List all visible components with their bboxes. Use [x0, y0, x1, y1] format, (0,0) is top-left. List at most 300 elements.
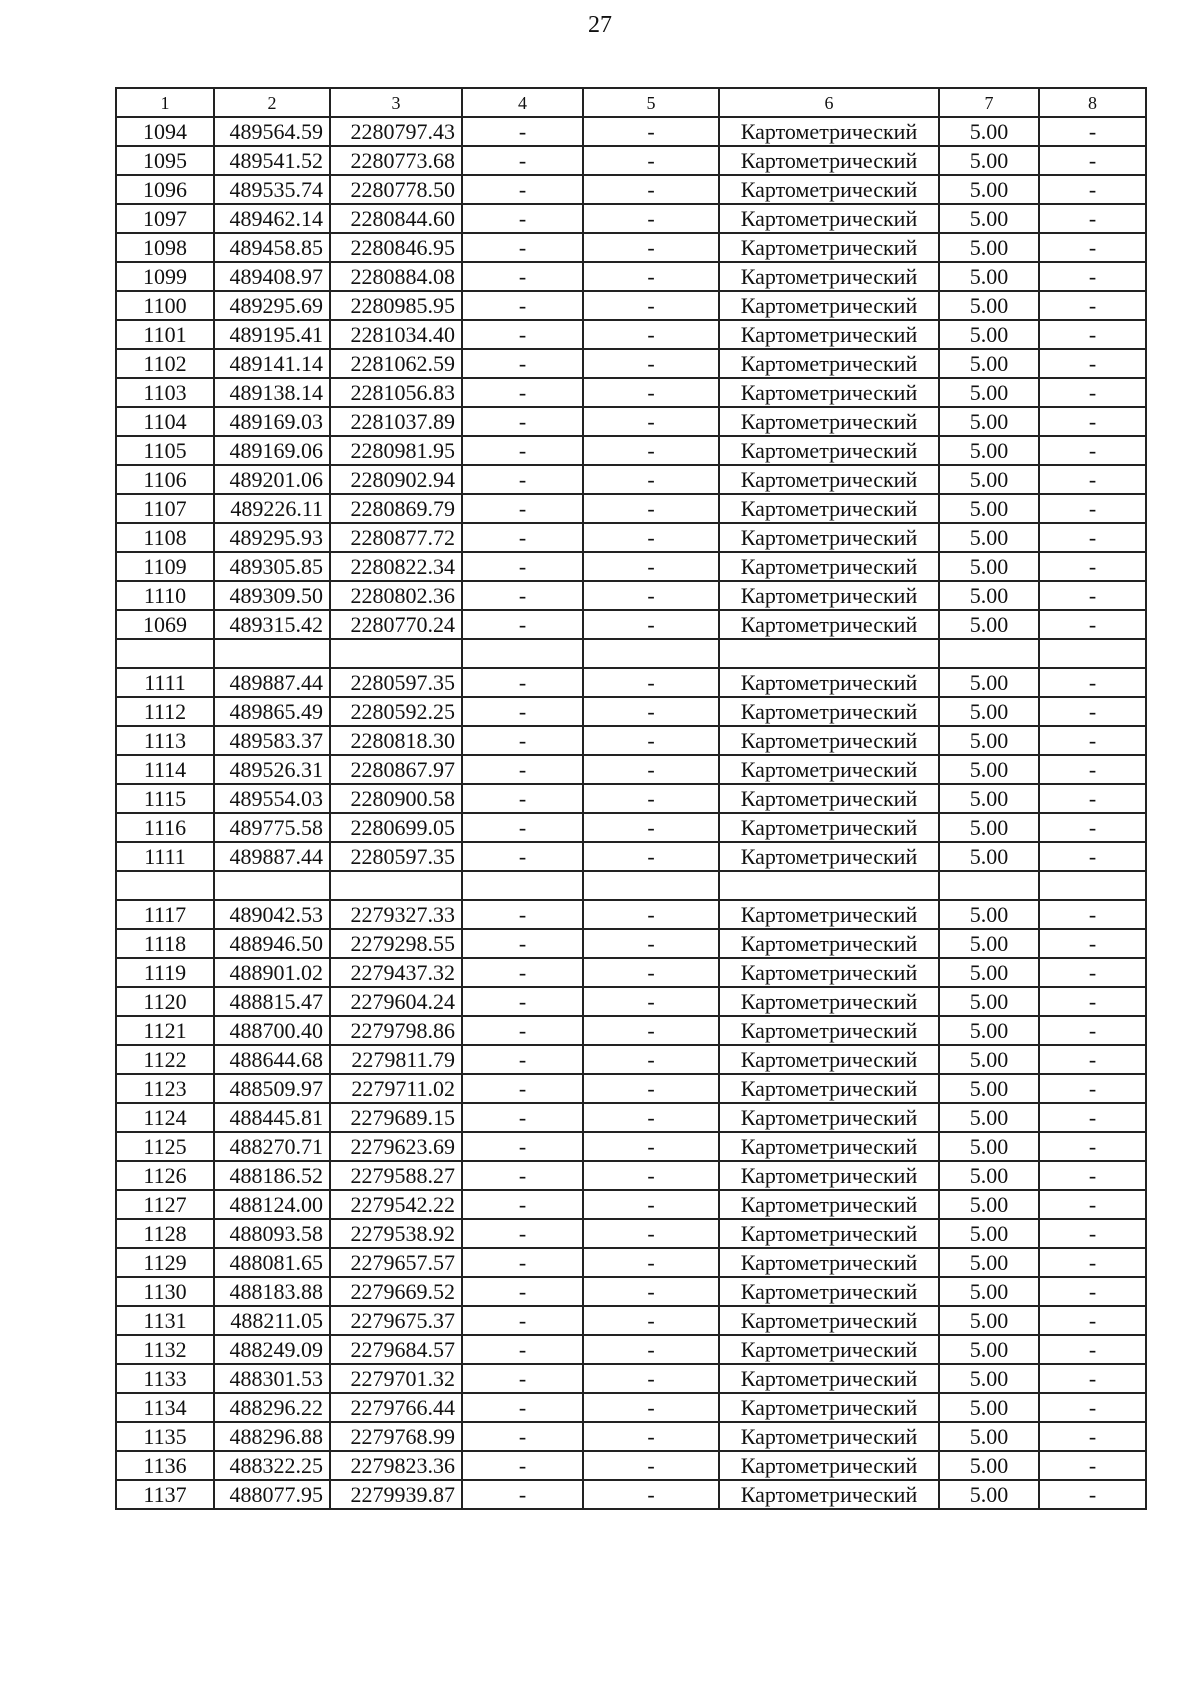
table-cell: Картометрический — [719, 1364, 939, 1393]
column-header: 4 — [462, 88, 583, 117]
table-row — [116, 726, 1146, 755]
table-cell: Картометрический — [719, 1045, 939, 1074]
separator-row — [116, 871, 1146, 900]
table-cell: 2281037.89 — [330, 407, 462, 436]
header-row — [116, 88, 1146, 117]
table-row — [116, 407, 1146, 436]
table-cell — [330, 639, 462, 668]
table-row — [116, 1132, 1146, 1161]
table-cell: - — [583, 465, 719, 494]
table-cell: 5.00 — [939, 668, 1039, 697]
table-cell: - — [1039, 378, 1146, 407]
table-cell: - — [583, 552, 719, 581]
table-cell: - — [1039, 117, 1146, 146]
table-cell: 489195.41 — [214, 320, 330, 349]
table-cell: Картометрический — [719, 1219, 939, 1248]
table-cell: - — [462, 465, 583, 494]
table-cell: Картометрический — [719, 784, 939, 813]
table-cell: 2279768.99 — [330, 1422, 462, 1451]
table-cell: 2280902.94 — [330, 465, 462, 494]
table-row — [116, 552, 1146, 581]
table-cell: 5.00 — [939, 320, 1039, 349]
table-cell: 1105 — [116, 436, 214, 465]
table-row — [116, 1248, 1146, 1277]
table-cell: - — [1039, 668, 1146, 697]
table-cell: 5.00 — [939, 1016, 1039, 1045]
table-cell: 489775.58 — [214, 813, 330, 842]
table-cell: - — [1039, 1335, 1146, 1364]
table-cell: - — [1039, 1277, 1146, 1306]
table-cell: - — [583, 204, 719, 233]
table-cell: Картометрический — [719, 610, 939, 639]
table-cell: - — [583, 436, 719, 465]
table-cell: 1107 — [116, 494, 214, 523]
table-cell: - — [583, 1277, 719, 1306]
table-cell: 5.00 — [939, 1306, 1039, 1335]
table-cell: 5.00 — [939, 1277, 1039, 1306]
table-row — [116, 494, 1146, 523]
table-cell: - — [583, 668, 719, 697]
table-row — [116, 378, 1146, 407]
table-cell: 1122 — [116, 1045, 214, 1074]
table-cell — [939, 871, 1039, 900]
table-cell: - — [462, 1161, 583, 1190]
table-cell: - — [583, 378, 719, 407]
table-cell: - — [583, 726, 719, 755]
table-cell: - — [1039, 1045, 1146, 1074]
table-cell — [462, 871, 583, 900]
table-cell: - — [462, 581, 583, 610]
table-row — [116, 900, 1146, 929]
separator-row — [116, 639, 1146, 668]
table-cell: 1106 — [116, 465, 214, 494]
table-cell: 1117 — [116, 900, 214, 929]
table-cell: 489583.37 — [214, 726, 330, 755]
table-cell: 2279823.36 — [330, 1451, 462, 1480]
table-cell: 1069 — [116, 610, 214, 639]
table-row — [116, 784, 1146, 813]
table-cell: - — [1039, 1393, 1146, 1422]
table-cell: - — [1039, 726, 1146, 755]
table-cell: 488946.50 — [214, 929, 330, 958]
table-cell: 2279939.87 — [330, 1480, 462, 1509]
table-cell: - — [462, 929, 583, 958]
table-cell: 5.00 — [939, 900, 1039, 929]
table-row — [116, 987, 1146, 1016]
table-row — [116, 1364, 1146, 1393]
table-cell: - — [583, 1480, 719, 1509]
table-cell: 1113 — [116, 726, 214, 755]
table-cell — [583, 639, 719, 668]
table-cell: Картометрический — [719, 349, 939, 378]
table-cell: - — [1039, 1103, 1146, 1132]
table-cell: 1110 — [116, 581, 214, 610]
table-cell: - — [462, 987, 583, 1016]
table-cell: - — [462, 1016, 583, 1045]
table-cell: 2280822.34 — [330, 552, 462, 581]
table-cell: Картометрический — [719, 1393, 939, 1422]
table-cell — [939, 639, 1039, 668]
table-cell: Картометрический — [719, 1306, 939, 1335]
table-cell: 5.00 — [939, 1364, 1039, 1393]
table-cell: Картометрический — [719, 1277, 939, 1306]
table-cell: 2280592.25 — [330, 697, 462, 726]
table-cell: - — [462, 610, 583, 639]
table-cell: 2279798.86 — [330, 1016, 462, 1045]
table-cell: - — [583, 320, 719, 349]
table-cell: - — [1039, 465, 1146, 494]
table-cell: 488644.68 — [214, 1045, 330, 1074]
table-cell: 5.00 — [939, 262, 1039, 291]
table-cell: - — [462, 262, 583, 291]
table-cell: 5.00 — [939, 581, 1039, 610]
table-cell: 1133 — [116, 1364, 214, 1393]
table-cell: - — [583, 494, 719, 523]
table-cell: - — [583, 1364, 719, 1393]
table-cell: - — [1039, 175, 1146, 204]
table-cell: - — [462, 1190, 583, 1219]
table-cell: 5.00 — [939, 378, 1039, 407]
table-cell: - — [583, 610, 719, 639]
table-cell: - — [583, 1335, 719, 1364]
table-cell: - — [583, 1161, 719, 1190]
table-cell: - — [1039, 987, 1146, 1016]
column-header: 7 — [939, 88, 1039, 117]
table-cell: 1132 — [116, 1335, 214, 1364]
table-cell: 488322.25 — [214, 1451, 330, 1480]
column-header: 1 — [116, 88, 214, 117]
table-cell: - — [583, 291, 719, 320]
table-cell: - — [1039, 784, 1146, 813]
table-cell: - — [583, 1103, 719, 1132]
table-cell: - — [1039, 697, 1146, 726]
table-row — [116, 813, 1146, 842]
table-cell: 488296.22 — [214, 1393, 330, 1422]
table-cell: - — [1039, 1219, 1146, 1248]
table-body — [116, 117, 1146, 1509]
table-cell: 1134 — [116, 1393, 214, 1422]
table-cell: - — [462, 349, 583, 378]
table-cell: 1136 — [116, 1451, 214, 1480]
table-cell: 1127 — [116, 1190, 214, 1219]
table-cell: Картометрический — [719, 668, 939, 697]
table-cell: 2279437.32 — [330, 958, 462, 987]
table-cell: - — [462, 1451, 583, 1480]
table-cell: 2279669.52 — [330, 1277, 462, 1306]
table-cell: - — [462, 842, 583, 871]
table-cell: - — [583, 784, 719, 813]
table-cell: 5.00 — [939, 1335, 1039, 1364]
table-row — [116, 1422, 1146, 1451]
table-cell: - — [1039, 1074, 1146, 1103]
table-cell: Картометрический — [719, 900, 939, 929]
table-cell: 2280846.95 — [330, 233, 462, 262]
table-cell: 489535.74 — [214, 175, 330, 204]
table-cell: - — [583, 987, 719, 1016]
table-cell: - — [1039, 552, 1146, 581]
table-row — [116, 175, 1146, 204]
table-cell: 488183.88 — [214, 1277, 330, 1306]
table-cell: - — [1039, 1480, 1146, 1509]
table-cell: 2279588.27 — [330, 1161, 462, 1190]
table-cell: 1111 — [116, 668, 214, 697]
table-cell: 2280597.35 — [330, 668, 462, 697]
table-cell: - — [1039, 1364, 1146, 1393]
table-cell: 5.00 — [939, 552, 1039, 581]
table-cell: 5.00 — [939, 1132, 1039, 1161]
table-cell: Картометрический — [719, 1016, 939, 1045]
table-cell: Картометрический — [719, 1132, 939, 1161]
table-cell: - — [462, 1074, 583, 1103]
table-cell: - — [462, 117, 583, 146]
table-cell: - — [1039, 262, 1146, 291]
table-cell: 1124 — [116, 1103, 214, 1132]
table-cell: Картометрический — [719, 204, 939, 233]
table-cell: 2279689.15 — [330, 1103, 462, 1132]
table-cell: 1115 — [116, 784, 214, 813]
table-cell: - — [583, 1016, 719, 1045]
table-cell: - — [462, 204, 583, 233]
column-header: 2 — [214, 88, 330, 117]
table-cell — [1039, 871, 1146, 900]
table-cell: 5.00 — [939, 1103, 1039, 1132]
table-cell: - — [1039, 233, 1146, 262]
table-cell: 489462.14 — [214, 204, 330, 233]
table-cell: 5.00 — [939, 842, 1039, 871]
table-cell: 5.00 — [939, 755, 1039, 784]
table-cell: - — [583, 1045, 719, 1074]
table-cell: 489141.14 — [214, 349, 330, 378]
table-cell: - — [1039, 1190, 1146, 1219]
table-cell — [214, 871, 330, 900]
table-cell: - — [1039, 929, 1146, 958]
table-cell: 1118 — [116, 929, 214, 958]
table-cell: 1128 — [116, 1219, 214, 1248]
table-cell: - — [462, 1335, 583, 1364]
table-cell: 5.00 — [939, 958, 1039, 987]
table-cell: - — [583, 1190, 719, 1219]
table-cell: 5.00 — [939, 436, 1039, 465]
table-cell: 2280985.95 — [330, 291, 462, 320]
table-cell: 1094 — [116, 117, 214, 146]
table-cell — [583, 871, 719, 900]
table-cell: 5.00 — [939, 117, 1039, 146]
table-cell: Картометрический — [719, 175, 939, 204]
table-cell: 2279542.22 — [330, 1190, 462, 1219]
table-cell: Картометрический — [719, 842, 939, 871]
table-cell: Картометрический — [719, 581, 939, 610]
table-cell: 1131 — [116, 1306, 214, 1335]
table-cell: - — [583, 407, 719, 436]
table-cell: 489138.14 — [214, 378, 330, 407]
table-cell: 1119 — [116, 958, 214, 987]
table-cell: 2280877.72 — [330, 523, 462, 552]
table-cell: - — [1039, 407, 1146, 436]
table-cell: Картометрический — [719, 552, 939, 581]
table-cell: 2280900.58 — [330, 784, 462, 813]
table-cell: - — [462, 668, 583, 697]
table-cell: - — [462, 552, 583, 581]
table-cell: Картометрический — [719, 1161, 939, 1190]
table-cell: - — [583, 755, 719, 784]
table-cell: 2279711.02 — [330, 1074, 462, 1103]
table-cell: Картометрический — [719, 436, 939, 465]
table-cell: - — [583, 1132, 719, 1161]
table-cell: - — [1039, 436, 1146, 465]
table-cell: 5.00 — [939, 610, 1039, 639]
table-cell: 1120 — [116, 987, 214, 1016]
table-cell: - — [462, 900, 583, 929]
table-cell: Картометрический — [719, 1451, 939, 1480]
table-cell: Картометрический — [719, 494, 939, 523]
table-cell — [462, 639, 583, 668]
table-cell: - — [462, 1248, 583, 1277]
table-cell: - — [583, 262, 719, 291]
table-row — [116, 204, 1146, 233]
table-cell: 1103 — [116, 378, 214, 407]
table-cell: - — [462, 1422, 583, 1451]
table-cell: Картометрический — [719, 1190, 939, 1219]
table-row — [116, 1219, 1146, 1248]
table-cell: - — [462, 1277, 583, 1306]
table-cell: - — [1039, 1451, 1146, 1480]
table-cell: 489526.31 — [214, 755, 330, 784]
table-cell: Картометрический — [719, 1074, 939, 1103]
table-cell: - — [1039, 813, 1146, 842]
table-row — [116, 1306, 1146, 1335]
table-cell: 1112 — [116, 697, 214, 726]
table-cell: - — [583, 1219, 719, 1248]
coordinates-table — [115, 87, 1147, 1510]
table-cell: 1097 — [116, 204, 214, 233]
table-cell: 5.00 — [939, 987, 1039, 1016]
table-cell: - — [462, 697, 583, 726]
table-cell: 488124.00 — [214, 1190, 330, 1219]
table-cell: - — [1039, 494, 1146, 523]
table-cell: 1135 — [116, 1422, 214, 1451]
table-cell: 1099 — [116, 262, 214, 291]
table-cell: 2281034.40 — [330, 320, 462, 349]
table-cell: - — [462, 755, 583, 784]
table-cell: 1123 — [116, 1074, 214, 1103]
table-cell: - — [583, 958, 719, 987]
table-row — [116, 929, 1146, 958]
table-cell: 2280869.79 — [330, 494, 462, 523]
table-cell: 1101 — [116, 320, 214, 349]
table-cell: - — [462, 1480, 583, 1509]
table-cell: - — [1039, 1306, 1146, 1335]
table-cell: 2279623.69 — [330, 1132, 462, 1161]
table-cell: - — [583, 900, 719, 929]
table-cell: - — [583, 929, 719, 958]
table-cell: 5.00 — [939, 929, 1039, 958]
table-cell: - — [462, 175, 583, 204]
table-cell: 5.00 — [939, 523, 1039, 552]
table-cell: - — [1039, 146, 1146, 175]
table-cell: 488700.40 — [214, 1016, 330, 1045]
table-cell: Картометрический — [719, 233, 939, 262]
table-cell: - — [462, 523, 583, 552]
table-cell: - — [1039, 320, 1146, 349]
table-cell: 2280884.08 — [330, 262, 462, 291]
table-cell: 489865.49 — [214, 697, 330, 726]
table-cell: 1137 — [116, 1480, 214, 1509]
table-row — [116, 1277, 1146, 1306]
table-cell: 5.00 — [939, 175, 1039, 204]
table-cell: 2280597.35 — [330, 842, 462, 871]
table-cell: Картометрический — [719, 146, 939, 175]
table-cell: - — [583, 1451, 719, 1480]
column-header: 5 — [583, 88, 719, 117]
table-row — [116, 117, 1146, 146]
table-cell: Картометрический — [719, 1103, 939, 1132]
table-cell: 5.00 — [939, 407, 1039, 436]
table-cell: - — [1039, 1161, 1146, 1190]
table-cell: 489226.11 — [214, 494, 330, 523]
table-cell: - — [583, 1248, 719, 1277]
table-row — [116, 1016, 1146, 1045]
table-row — [116, 1335, 1146, 1364]
table-cell: - — [583, 813, 719, 842]
table-row — [116, 958, 1146, 987]
table-cell: 2280699.05 — [330, 813, 462, 842]
table-row — [116, 233, 1146, 262]
table-cell: - — [583, 581, 719, 610]
table-cell: - — [1039, 523, 1146, 552]
table-cell: 2280778.50 — [330, 175, 462, 204]
table-cell: 489169.03 — [214, 407, 330, 436]
table-cell: 2279298.55 — [330, 929, 462, 958]
table-cell: - — [462, 1132, 583, 1161]
table-cell: 2281062.59 — [330, 349, 462, 378]
table-cell: 2280797.43 — [330, 117, 462, 146]
table-cell: 5.00 — [939, 1045, 1039, 1074]
table-cell: Картометрический — [719, 407, 939, 436]
table-cell: - — [462, 320, 583, 349]
table-cell: 5.00 — [939, 697, 1039, 726]
table-cell: 5.00 — [939, 1480, 1039, 1509]
table-cell: 5.00 — [939, 1190, 1039, 1219]
table-cell: 5.00 — [939, 349, 1039, 378]
table-cell: Картометрический — [719, 465, 939, 494]
table-cell: 2279811.79 — [330, 1045, 462, 1074]
table-cell: 5.00 — [939, 465, 1039, 494]
table-row — [116, 842, 1146, 871]
table-cell: 489408.97 — [214, 262, 330, 291]
table-cell: 489554.03 — [214, 784, 330, 813]
table-cell: - — [462, 958, 583, 987]
table-cell: Картометрический — [719, 378, 939, 407]
table-cell: 488815.47 — [214, 987, 330, 1016]
table-cell: - — [462, 378, 583, 407]
table-cell: 489169.06 — [214, 436, 330, 465]
table-cell: - — [1039, 204, 1146, 233]
table-cell: - — [1039, 842, 1146, 871]
table-cell: - — [1039, 1248, 1146, 1277]
table-cell: 488270.71 — [214, 1132, 330, 1161]
column-header: 6 — [719, 88, 939, 117]
table-row — [116, 146, 1146, 175]
table-cell: - — [583, 175, 719, 204]
table-cell: 2279657.57 — [330, 1248, 462, 1277]
table-row — [116, 581, 1146, 610]
table-cell: 2279701.32 — [330, 1364, 462, 1393]
table-cell: 1098 — [116, 233, 214, 262]
table-cell: 2280844.60 — [330, 204, 462, 233]
table-cell: 489201.06 — [214, 465, 330, 494]
table-cell: 2279675.37 — [330, 1306, 462, 1335]
table-cell: - — [583, 1393, 719, 1422]
